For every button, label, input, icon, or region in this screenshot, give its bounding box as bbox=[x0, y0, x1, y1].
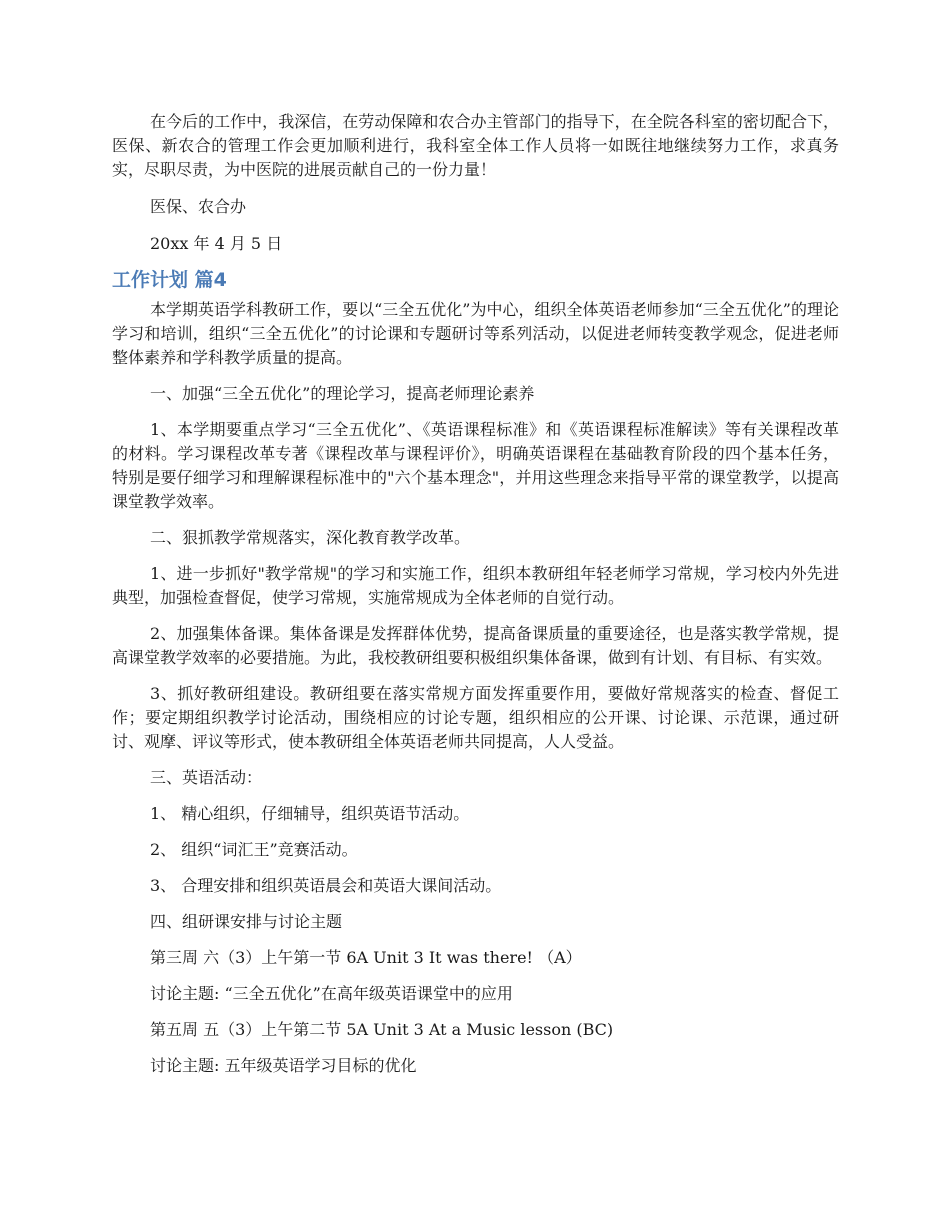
schedule-week-5: 第五周 五（3）上午第二节 5A Unit 3 At a Music lesson (BC) bbox=[150, 1020, 614, 1039]
paragraph-group-building: 3、抓好教研组建设。教研组要在落实常规方面发挥重要作用，要做好常规落实的检查、督促工作；要定期组织教学讨论活动，围绕相应的讨论专题，组织相应的公开课、讨论课、示范课，通过研讨、观摩、评议等形式，使本教研组全体英语老师共同提高，人人受益。 bbox=[112, 684, 839, 751]
date: 20xx 年 4 月 5 日 bbox=[150, 234, 283, 253]
section-title-3: 三、英语活动： bbox=[150, 768, 263, 787]
paragraph-routine: 1、进一步抓好"教学常规"的学习和实施工作，组织本教研组年轻老师学习常规，学习校内外先进典型，加强检查督促，使学习常规，实施常规成为全体老师的自觉行动。 bbox=[112, 564, 839, 607]
activity-item: 3、 合理安排和组织英语晨会和英语大课间活动。 bbox=[150, 876, 502, 895]
section-title-4: 四、组研课安排与讨论主题 bbox=[150, 912, 343, 931]
paragraph-theory: 1、本学期要重点学习“三全五优化”、《英语课程标准》和《英语课程标准解读》等有关课程改革的材料。学习课程改革专著《课程改革与课程评价》，明确英语课程在基础教育阶段的四个基本任务，特别是要仔细学习和理解课程标准中的"六个基本理念"，并用这些理念来指导平常的课堂教学，以提高课堂教学效率。 bbox=[112, 420, 839, 511]
section-title-1: 一、加强“三全五优化”的理论学习，提高老师理论素养 bbox=[150, 384, 535, 403]
intro-paragraph: 本学期英语学科教研工作，要以“三全五优化”为中心，组织全体英语老师参加“三全五优化”的理论学习和培训，组织“三全五优化”的讨论课和专题研讨等系列活动，以促进老师转变教学观念，促进老师整体素养和学科教学质量的提高。 bbox=[112, 300, 839, 367]
schedule-week-3: 第三周 六（3）上午第一节 6A Unit 3 It was there! （A） bbox=[150, 948, 582, 967]
section-heading: 工作计划 篇4 bbox=[112, 269, 227, 291]
section-title-2: 二、狠抓教学常规落实，深化教育教学改革。 bbox=[150, 528, 471, 547]
closing-paragraph: 在今后的工作中，我深信，在劳动保障和农合办主管部门的指导下，在全院各科室的密切配合下，医保、新农合的管理工作会更加顺利进行，我科室全体工作人员将一如既往地继续努力工作，求真务实，尽职尽责，为中医院的进展贡献自己的一份力量！ bbox=[112, 112, 839, 179]
signature: 医保、农合办 bbox=[150, 197, 247, 216]
document-page bbox=[112, 110, 839, 1078]
topic-week-3: 讨论主题: “三全五优化”在高年级英语课堂中的应用 bbox=[150, 984, 513, 1003]
paragraph-lesson-prep: 2、加强集体备课。集体备课是发挥群体优势，提高备课质量的重要途径，也是落实教学常规，提高课堂教学效率的必要措施。为此，我校教研组要积极组织集体备课，做到有计划、有目标、有实效。 bbox=[112, 624, 839, 667]
activity-item: 1、 精心组织，仔细辅导，组织英语节活动。 bbox=[150, 804, 470, 823]
activity-item: 2、 组织“词汇王”竞赛活动。 bbox=[150, 840, 358, 859]
topic-week-5: 讨论主题: 五年级英语学习目标的优化 bbox=[150, 1056, 417, 1075]
